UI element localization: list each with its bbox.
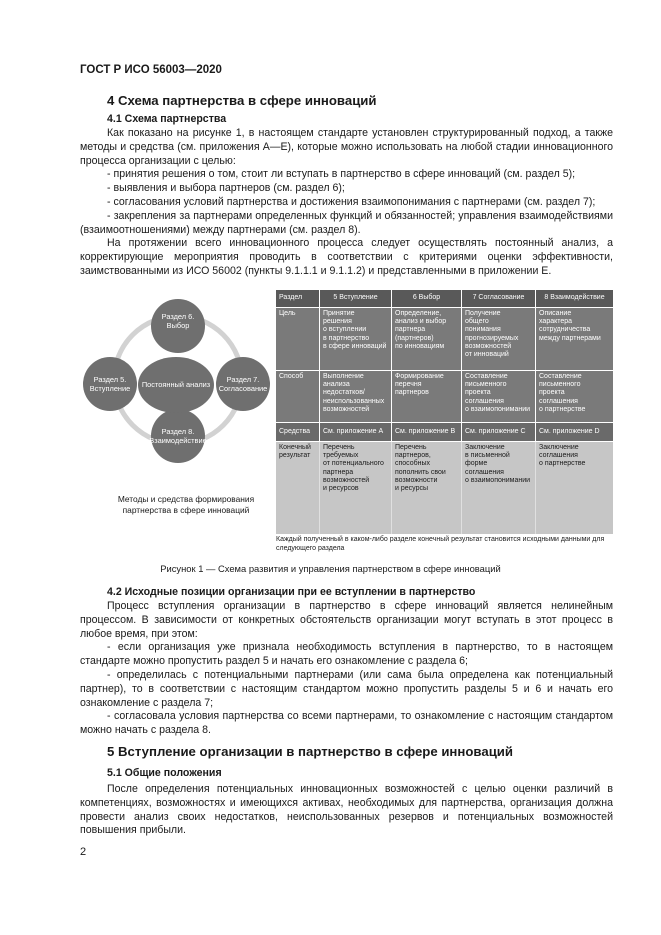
table-header-cell: 6 Выбор — [392, 290, 462, 307]
table-cell: Получение общего понимания прогнозируемых возможностей от инноваций — [462, 308, 536, 370]
table-cell: Заключение в письменной форме соглашения о взаимопонимании — [462, 442, 536, 534]
document-header: ГОСТ Р ИСО 56003—2020 — [80, 64, 222, 76]
table-cell: См. приложение В — [392, 423, 462, 441]
list-item: - принятия решения о том, стоит ли вступать в партнерство в сфере инноваций (см. раздел 5); — [107, 168, 576, 181]
table-cell: Описание характера сотрудничества между партнерами — [539, 310, 601, 342]
section-4-2-title: 4.2 Исходные позиции организации при ее вступлении в партнерство — [107, 586, 476, 598]
section-5-1-text: После определения потенциальных инновационных возможностей с целью оценки различий в компетенциях, возможностях и имеющихся активах, необходимых для партнерства, организация должна провести анализ своих недостатков, неиспользованных резервов и потенциальных возможностей повышения прибыли. — [80, 783, 613, 837]
table-row-goal — [276, 308, 613, 370]
figure-1 — [80, 290, 621, 580]
list-item: - закрепления за партнерами определенных функций и обязанностей; управления взаимодействиями (взаимоотношениями) между партнерами (см. раздел 8). — [80, 209, 613, 236]
table-cell: Составление письменного проекта соглашения о взаимопонимании — [462, 371, 536, 422]
table-row-method — [276, 371, 613, 422]
table-cell: См. приложение D — [539, 428, 600, 435]
list-item: - согласовала условия партнерства со всеми партнерами, то ознакомление с настоящим стандартом можно начать с раздела 8. — [80, 710, 613, 737]
table-row-label: Средства — [276, 423, 320, 441]
section-4-2-intro: Процесс вступления организации в партнерство в сфере инноваций является нелинейным процессом. В зависимости от конкретных обстоятельств организации могут вступать в этот процесс в любое время, при этом: — [80, 600, 613, 640]
table-row-label: Конечный результат — [276, 442, 320, 534]
diagram-caption: Методы и средства формирования партнерства в сфере инноваций — [117, 494, 255, 515]
table-header-cell: Раздел — [276, 290, 320, 307]
section-5-1-body — [80, 783, 613, 838]
table-header-cell: 5 Вступление — [320, 290, 392, 307]
list-item: - определилась с потенциальными партнерами (или сама была определена как потенциальный партнер), то в соответствии с настоящим стандартом можно пропустить разделы 5 и 6 и начать его ознакомление с раздела 7; — [80, 668, 613, 709]
table-cell: Формирование перечня партнеров — [392, 371, 462, 422]
list-item: - выявления и выбора партнеров (см. раздел 6); — [107, 182, 345, 195]
node-section-6-label: Раздел 6. Выбор — [161, 312, 195, 330]
table-cell: Перечень требуемых от потенциального партнера возможностей и ресурсов — [320, 442, 392, 534]
table-header-row — [276, 290, 613, 307]
section-4-1-outro: На протяжении всего инновационного процесса следует осуществлять постоянный анализ, а корректирующие мероприятия проводить в соответствии с критериями оценки эффективности, заимствованными из ИСО 56002 (пункты 9.1.1.1 и 9.1.1.2) и представленными в приложении Е. — [80, 237, 613, 277]
table-row-tools — [276, 423, 613, 441]
node-section-8-label: Раздел 8. Взаимодействие — [149, 427, 207, 445]
table-cell: Определение, анализ и выбор партнера (партнеров) по инновациям — [392, 308, 462, 370]
node-center-label: Постоянный анализ — [141, 380, 211, 389]
table-cell: Принятие решения о вступлении в партнерство в сфере инноваций — [320, 308, 392, 370]
table-cell: См. приложение А — [320, 423, 392, 441]
table-header-cell: 8 Взаимодействие — [544, 294, 605, 301]
table-header-cell: 7 Согласование — [462, 290, 536, 307]
section-4-2-body — [80, 600, 613, 738]
section-5-1-title: 5.1 Общие положения — [107, 767, 222, 779]
section-4-1-body — [80, 127, 613, 279]
table-cell: Заключение соглашения о партнерстве — [539, 444, 586, 468]
list-item: - если организация уже признала необходимость вступления в партнерство, то в настоящем стандарте можно пропустить раздел 5 и начать его ознакомление с раздела 6; — [80, 641, 613, 668]
node-section-5-label: Раздел 5. Вступление — [89, 375, 131, 393]
table-cell: См. приложение С — [462, 423, 536, 441]
list-item: - согласования условий партнерства и достижения взаимопонимания с партнерами (см. раздел 7); — [107, 195, 596, 208]
section-4-title: 4 Схема партнерства в сфере инноваций — [107, 93, 377, 108]
page-number: 2 — [80, 846, 87, 858]
table-cell: Составление письменного проекта соглашения о партнерстве — [539, 373, 586, 413]
section-4-1-intro: Как показано на рисунке 1, в настоящем стандарте установлен структурированный подход, а также методы и средства (см. приложения А—Е), которые можно использовать на любой стадии инновационного процесса организации с целью: — [80, 127, 613, 167]
table-cell: Выполнение анализа недостатков/ неиспользованных возможностей — [320, 371, 392, 422]
table-row-label: Способ — [276, 371, 320, 422]
table-row-label: Цель — [276, 308, 320, 370]
node-section-7-label: Раздел 7. Согласование — [218, 375, 268, 393]
table-note: Каждый полученный в каком-либо разделе конечный результат становится исходными данными для следующего раздела — [276, 536, 605, 552]
section-4-1-title: 4.1 Схема партнерства — [107, 113, 227, 125]
figure-caption: Рисунок 1 — Схема развития и управления партнерством в сфере инноваций — [160, 563, 501, 574]
table-row-result — [276, 442, 613, 534]
section-5-title: 5 Вступление организации в партнерство в сфере инноваций — [107, 744, 514, 759]
table-cell: Перечень партнеров, способных пополнить свои возможности и ресурсы — [392, 442, 462, 534]
